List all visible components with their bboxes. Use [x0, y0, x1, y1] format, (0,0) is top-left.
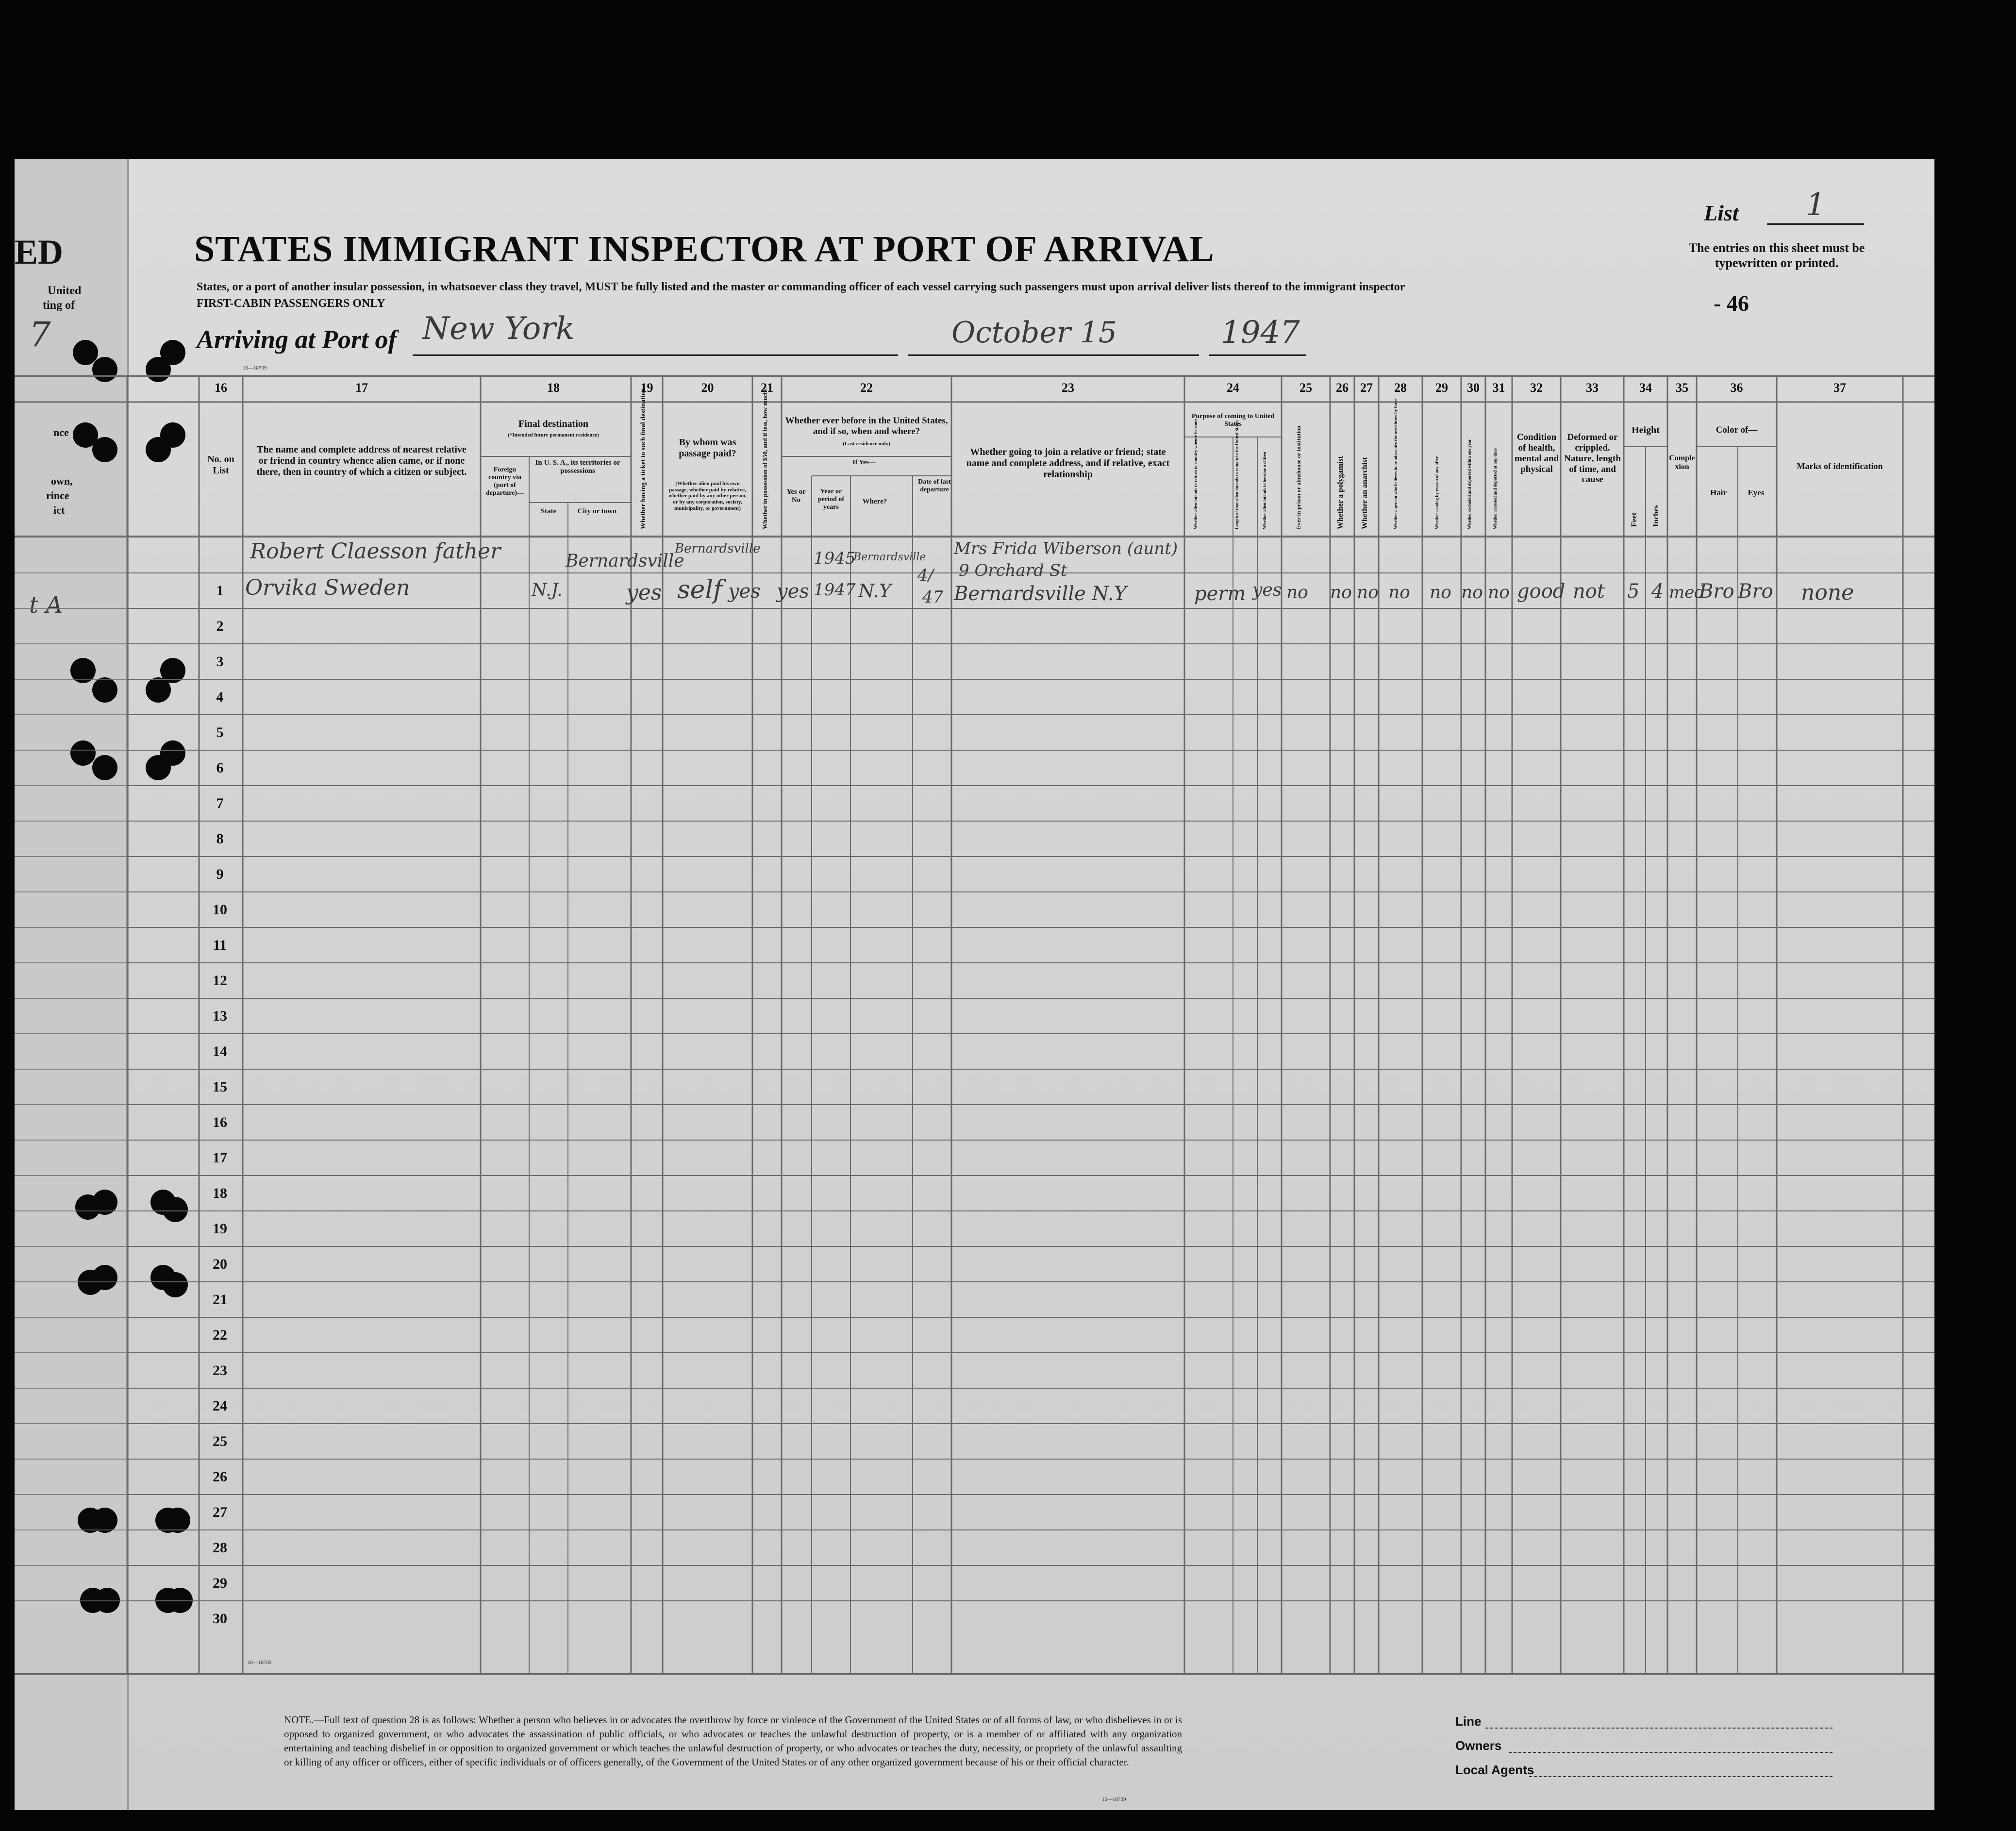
header-purpose: Purpose of coming to United States	[1191, 413, 1275, 428]
entry-join-name: Mrs Frida Wiberson (aunt)	[954, 539, 1178, 558]
footer-owners-label: Owners	[1455, 1738, 1502, 1753]
port-value: New York	[422, 311, 575, 347]
header-ever-before-sub: (Last residence only)	[843, 441, 890, 447]
left-fragment-entry: t A	[29, 591, 63, 619]
left-fragment-title: ED	[15, 233, 64, 271]
colnum-26: 26	[1336, 381, 1349, 395]
row-number: 30	[213, 1611, 227, 1627]
header-going-to-join: Whether going to join a relative or friend; state name and complete address, and if relative, exact relationship	[966, 447, 1170, 480]
colnum-27: 27	[1360, 381, 1373, 395]
entry-before: yes	[777, 580, 809, 603]
entry-paid-by: self	[677, 575, 723, 605]
header-color-of: Color of—	[1716, 425, 1758, 435]
colnum-25: 25	[1300, 381, 1312, 395]
row-number: 10	[213, 902, 227, 918]
entry-ticket: yes	[626, 580, 662, 605]
entry-departure-b: 47	[922, 588, 944, 607]
row-number: 23	[213, 1362, 227, 1378]
row-number: 27	[213, 1504, 227, 1520]
header-prison: Ever in prison or almshouse or institution	[1295, 425, 1302, 529]
row-number: 19	[213, 1221, 227, 1237]
arriving-label: Arriving at Port of	[197, 325, 397, 354]
header-nearest-relative: The name and complete address of nearest relative or friend in country whence alien came, or if none there, then in country of which a citizen or subject.	[256, 444, 467, 477]
header-yes-no: Yes or No	[786, 488, 806, 504]
colnum-34: 34	[1639, 381, 1652, 395]
left-fragment-line: ting of	[43, 299, 75, 312]
row-number: 14	[213, 1043, 227, 1059]
row-number: 26	[213, 1469, 227, 1485]
entry-relative-name: Robert Claesson father	[250, 539, 501, 564]
row-number: 29	[213, 1575, 227, 1591]
left-fragment-line: nce	[53, 426, 69, 438]
colnum-36: 36	[1730, 381, 1743, 395]
header-feet: Feet	[1630, 512, 1638, 527]
entry-feet: 5	[1627, 580, 1640, 603]
footer-note: NOTE.—Full text of question 28 is as follows: Whether a person who believes in or advocates the overthrow by force or violence of the Government of the United States or of all forms of law, or who disbelieves in or is opposed to organized government, or who advocates the assassination of public officials, or who advocates or teaches the unlawful destruction of property, or is a member of or affiliated with any organization entertaining and teaching disbelief in or opposition to organized government or which teaches the unlawful destruction of property, or who advocates or teaches the duty, necessity, or propriety of the unlawful assaulting or killing of any officer or officers, either of specific individuals or of officers generally, of the Government of the United States or of any other organized government because of his or their official character.	[284, 1714, 1182, 1768]
list-value: 1	[1806, 187, 1826, 223]
colnum-32: 32	[1530, 381, 1543, 395]
footer-agents-rule	[1529, 1776, 1833, 1777]
entry-join-street: 9 Orchard St	[959, 561, 1067, 580]
left-fragment-line: ict	[53, 504, 65, 516]
entry-q28: no	[1388, 583, 1410, 603]
colnum-23: 23	[1062, 381, 1074, 395]
colnum-24: 24	[1227, 381, 1239, 395]
header-no-on-list: No. on List	[207, 454, 234, 476]
sheet-number: - 46	[1714, 291, 1749, 316]
left-fragment-line: own,	[51, 475, 73, 487]
row-number: 18	[213, 1185, 227, 1201]
entry-state: N.J.	[532, 580, 563, 600]
left-fragment-line: rince	[46, 489, 69, 502]
colnum-28: 28	[1394, 381, 1407, 395]
colnum-18: 18	[547, 381, 560, 395]
entry-eyes: Bro	[1738, 580, 1773, 603]
footer-line-label: Line	[1455, 1714, 1482, 1729]
date-value: October 15	[951, 316, 1117, 350]
row-number: 9	[216, 866, 224, 882]
entry-hair: Bro	[1699, 580, 1734, 603]
row-number: 8	[216, 831, 224, 847]
entry-years-b: 1947	[814, 580, 856, 600]
row-number: 11	[213, 937, 227, 953]
header-ever-before: Whether ever before in the United States, and if so, when and where?	[785, 416, 948, 437]
entry-q29: no	[1430, 583, 1451, 603]
entry-join-city: Bernardsville N.Y	[954, 583, 1127, 605]
row-number: 1	[216, 583, 224, 599]
header-inches: Inches	[1652, 505, 1660, 527]
colnum-35: 35	[1676, 381, 1688, 395]
entry-intend: yes	[1252, 580, 1282, 600]
header-year-period: Year or period of years	[817, 488, 845, 511]
header-if-yes: If Yes—	[852, 459, 876, 466]
colnum-30: 30	[1467, 381, 1480, 395]
row-number: 25	[213, 1433, 227, 1449]
form-code: 16—18709	[243, 365, 267, 371]
row-number: 24	[213, 1398, 227, 1414]
colnum-19: 19	[640, 381, 653, 395]
header-final-destination-sub: (*Intended future permanent residence)	[508, 432, 599, 438]
entry-purpose: perm	[1194, 583, 1246, 605]
page-subtitle: States, or a port of another insular possession, in whatsoever class they travel, MUST be fully listed and the master or commanding officer of each vessel carrying such passengers must upon arrival deliver lists thereof to the immigrant inspector	[197, 281, 1405, 293]
row-number: 21	[213, 1292, 227, 1308]
list-label: List	[1704, 201, 1739, 225]
row-number: 7	[216, 795, 224, 811]
header-purpose-return: Whether alien intends to return to country whence he came	[1193, 419, 1198, 529]
entry-marks: none	[1801, 580, 1854, 605]
header-state: State	[540, 507, 557, 515]
header-paid-by-sub: (Whether alien paid his own passage, whether paid by relative, whether paid by any other person, or by any corporation, society, municipality, or government)	[668, 481, 747, 511]
header-deported: Whether arrested and deported at any time	[1493, 448, 1498, 529]
colnum-33: 33	[1586, 381, 1599, 395]
footer-agents-label: Local Agents	[1455, 1763, 1534, 1777]
row-number: 2	[216, 618, 224, 634]
header-deformed: Deformed or crippled. Nature, length of time, and cause	[1564, 432, 1621, 485]
colnum-37: 37	[1833, 381, 1846, 395]
header-in-usa: In U. S. A., its territories or possessions	[535, 459, 620, 475]
colnum-21: 21	[761, 381, 773, 395]
row-number: 22	[213, 1327, 227, 1343]
header-anarchist: Whether an anarchist	[1361, 457, 1369, 529]
entry-polygamist: no	[1330, 583, 1352, 603]
header-purpose-length: Length of time alien intends to remain in the United States	[1234, 420, 1239, 529]
header-where: Where?	[862, 498, 887, 505]
colnum-16: 16	[215, 381, 227, 395]
header-foreign-country: Foreign country via (port of departure)—	[485, 466, 524, 497]
header-city-town: City or town	[577, 507, 617, 515]
colnum-17: 17	[355, 381, 368, 395]
year-value: 1947	[1221, 315, 1300, 351]
colnum-31: 31	[1492, 381, 1505, 395]
header-overthrow: Whether a person who believes in or advocates the overthrow by force	[1393, 398, 1398, 529]
entry-inches: 4	[1651, 580, 1664, 603]
header-marks: Marks of identification	[1797, 461, 1883, 471]
left-fragment-line: United	[48, 285, 82, 297]
entry-years-a: 1945	[814, 549, 856, 568]
header-hair: Hair	[1710, 488, 1727, 497]
row-number: 5	[216, 724, 224, 740]
header-health: Condition of health, mental and physical	[1514, 432, 1559, 474]
entry-where-b: N.Y	[858, 580, 891, 602]
colnum-20: 20	[701, 381, 714, 395]
row-number: 3	[216, 654, 224, 670]
left-fragment-year: 7	[29, 315, 51, 354]
colnum-22: 22	[860, 381, 873, 395]
header-purpose-citizen: Whether alien intends to become a citizen	[1262, 452, 1267, 529]
page-title: STATES IMMIGRANT INSPECTOR AT PORT OF ARRIVAL	[194, 229, 1215, 269]
footer-form-code: 16—18709	[1102, 1797, 1126, 1802]
header-complexion: Complexion	[1669, 454, 1695, 471]
entry-q31: no	[1488, 583, 1510, 603]
row-number: 6	[216, 760, 224, 776]
class-line: FIRST-CABIN PASSENGERS ONLY	[197, 297, 385, 310]
entry-complexion: med	[1669, 583, 1705, 602]
row-number: 17	[213, 1150, 227, 1166]
row-number: 13	[213, 1008, 227, 1024]
footer-line-rule	[1485, 1728, 1833, 1729]
entry-departure-a: 4/	[917, 566, 934, 585]
header-ticket: Whether having a ticket to such final destination	[640, 388, 647, 529]
header-eyes: Eyes	[1748, 488, 1765, 497]
row-number: 4	[216, 689, 224, 705]
row-number: 12	[213, 973, 227, 989]
header-excluded: Whether excluded and deported within one year	[1467, 439, 1472, 529]
entry-health: good	[1517, 580, 1566, 603]
entry-where-a: Bernardsville	[853, 551, 926, 563]
entry-anarchist: no	[1357, 583, 1379, 603]
entry-paid-note: Bernardsville	[675, 541, 761, 556]
entry-deformed: not	[1573, 580, 1605, 603]
row-number: 28	[213, 1540, 227, 1556]
header-date-departure: Date of last departure	[918, 478, 951, 494]
header-final-destination: Final destination	[518, 419, 588, 429]
entry-prison: no	[1286, 583, 1308, 603]
typewritten-note: The entries on this sheet must be typewritten or printed.	[1688, 241, 1865, 270]
header-height: Height	[1632, 425, 1660, 436]
entry-possession: yes	[728, 580, 761, 603]
footer-owners-rule	[1509, 1752, 1833, 1753]
header-possession-50: Whether in possession of $50, and if less, how much?	[761, 387, 768, 529]
row-number: 16	[213, 1114, 227, 1130]
row-number: 20	[213, 1256, 227, 1272]
header-offer: Whether coming by reason of any offer	[1434, 456, 1439, 529]
colnum-29: 29	[1435, 381, 1448, 395]
row-number: 15	[213, 1079, 227, 1095]
header-paid-by: By whom was passage paid?	[679, 437, 736, 459]
header-polygamist: Whether a polygamist	[1336, 456, 1345, 529]
entry-city: Bernardsville	[566, 551, 684, 571]
footer-form-code-top: 16—18709	[248, 1660, 272, 1665]
entry-q30: no	[1461, 583, 1483, 603]
entry-relative-place: Orvika Sweden	[245, 575, 410, 600]
